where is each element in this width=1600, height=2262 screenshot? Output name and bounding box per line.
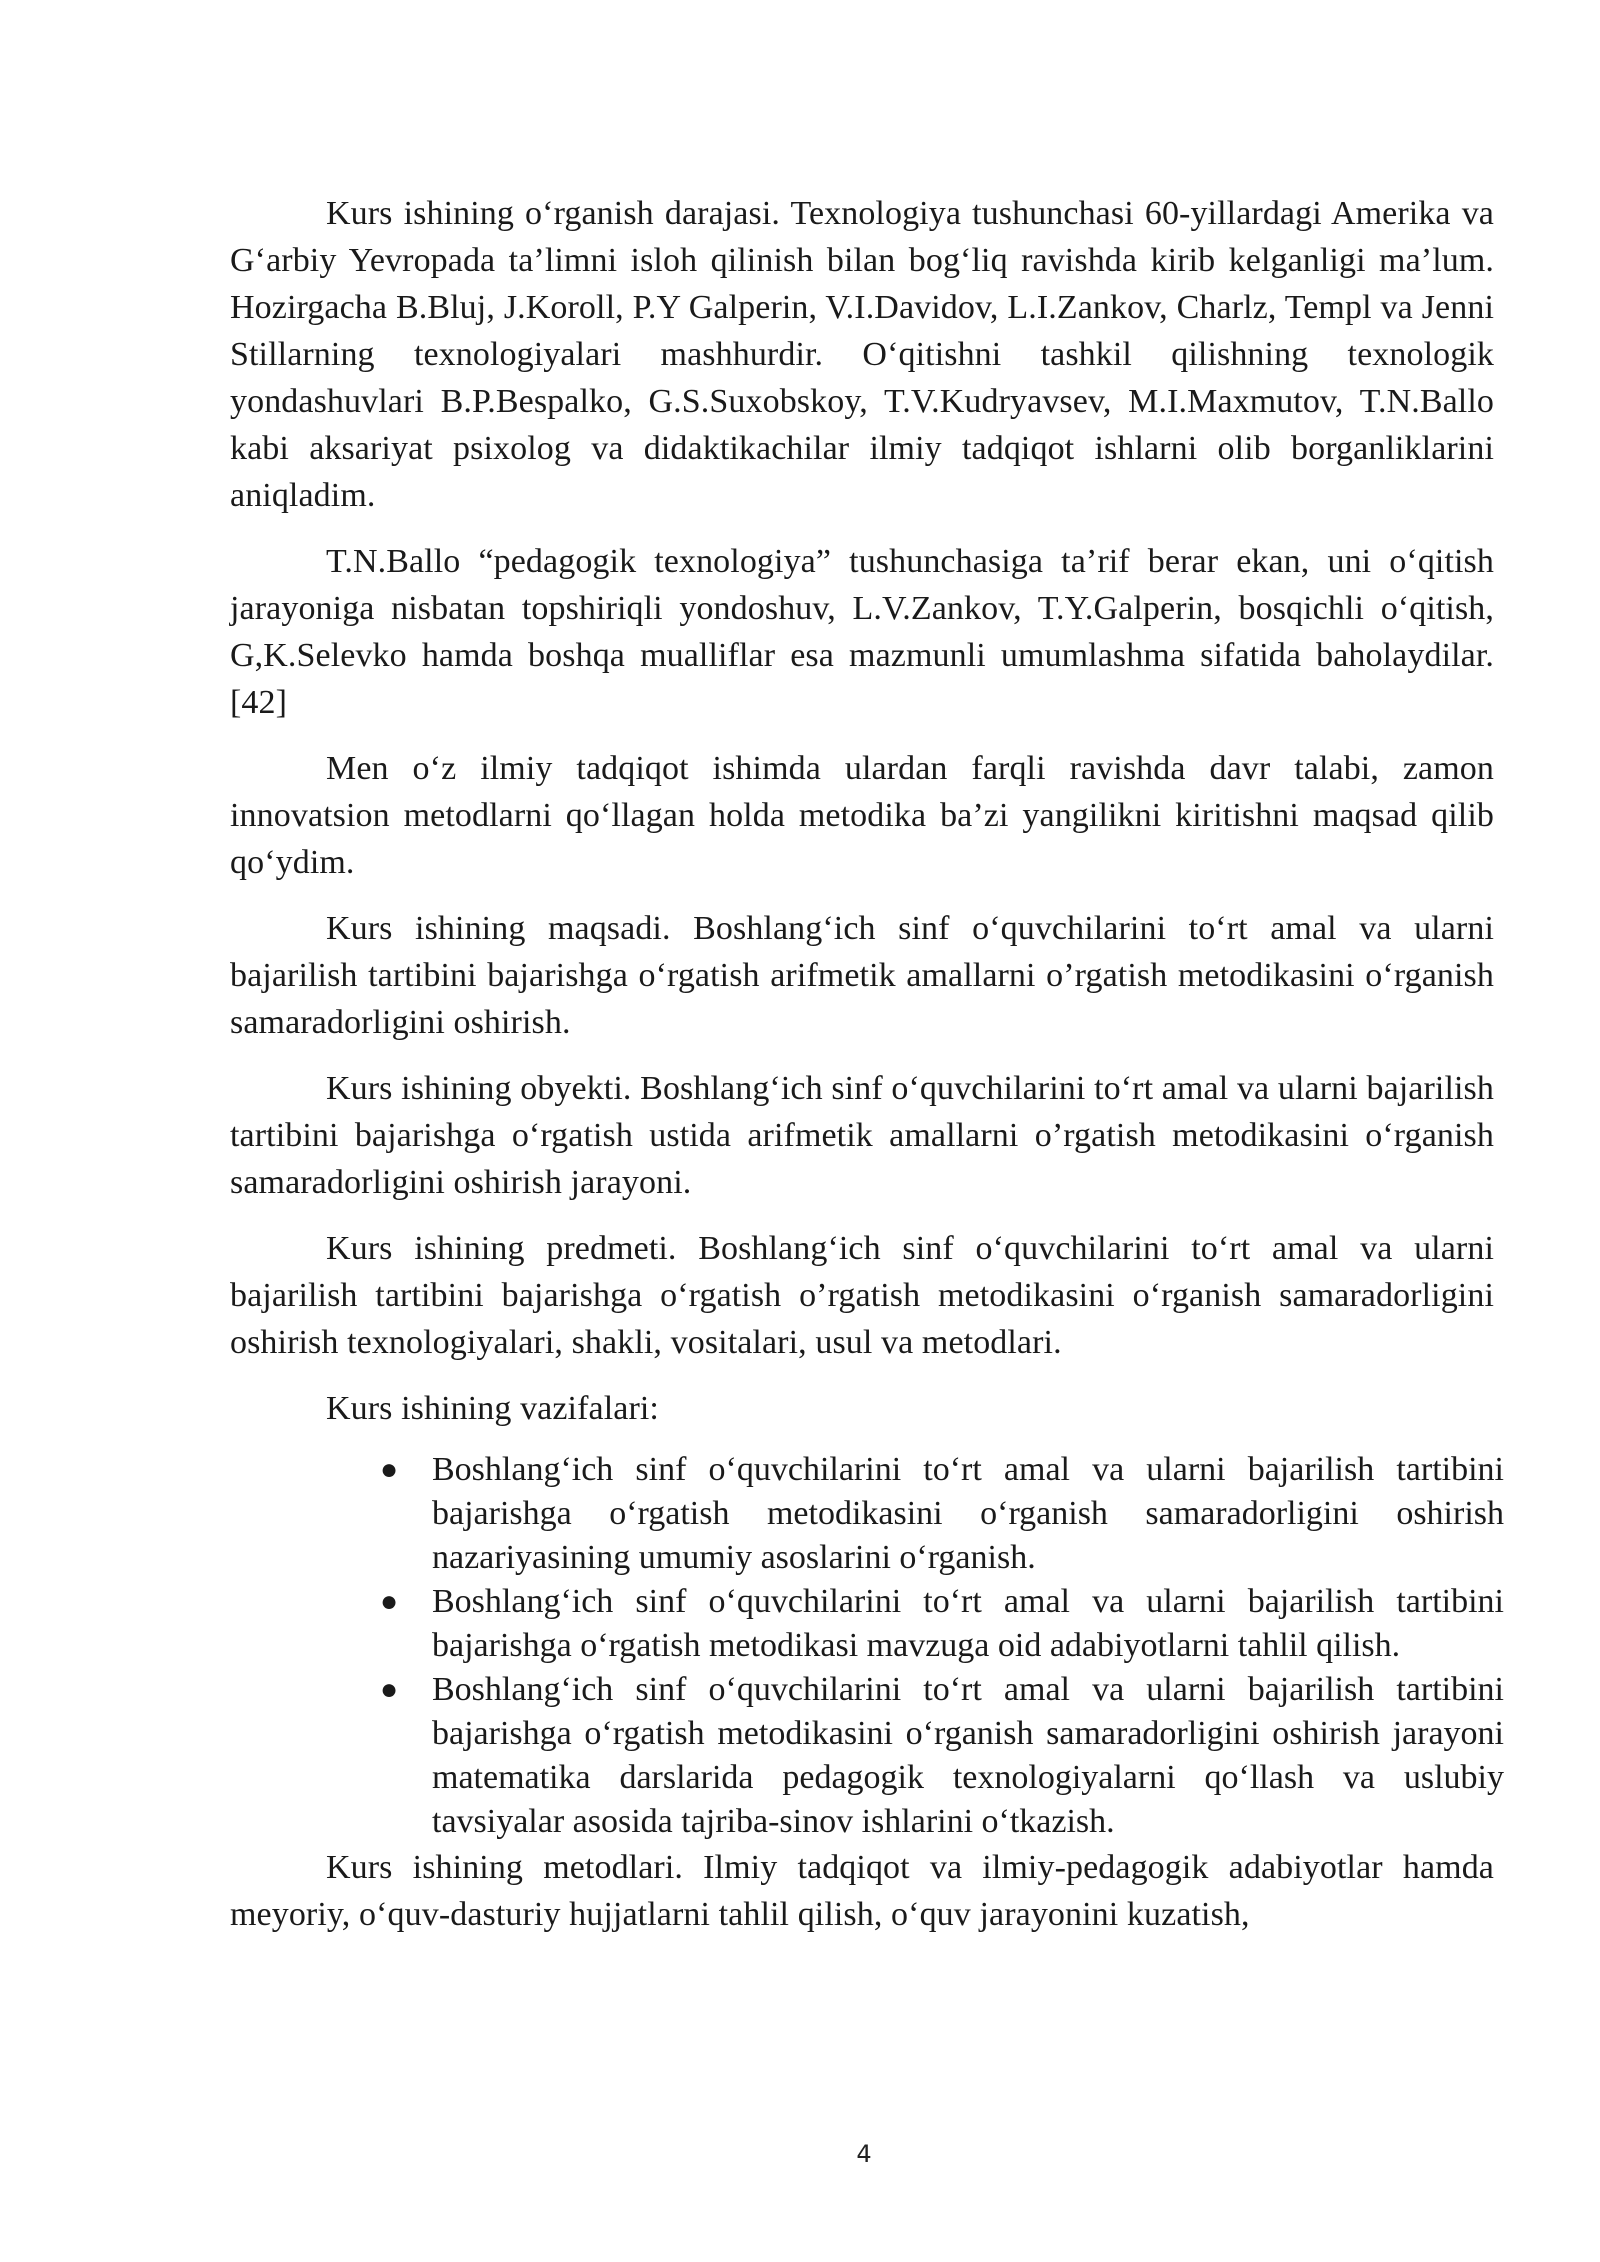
paragraph-methods: Kurs ishining metodlari. Ilmiy tadqiqot va ilmiy-pedagogik adabiyotlar hamda meyoriy, o‘quv-dasturiy hujjatlarni tahlil qilish, o‘quv jarayonini kuzatish, — [230, 1849, 1494, 1933]
task-text: Boshlang‘ich sinf o‘quvchilarini to‘rt amal va ularni bajarilish tartibini bajarishga o‘rgatish metodikasi mavzuga oid adabiyotlarni tahlil qilish. — [432, 1583, 1504, 1664]
list-item — [380, 1580, 1504, 1668]
tasks-heading: Kurs ishining vazifalari: — [326, 1390, 659, 1427]
tasks-list — [230, 1448, 1504, 1844]
bullet-icon: ● — [380, 1585, 399, 1618]
list-item — [380, 1668, 1504, 1844]
paragraph-study-level: Kurs ishining o‘rganish darajasi. Texnologiya tushunchasi 60-yillardagi Amerika va G‘arbiy Yevropada ta’limni isloh qilinish bilan bog‘liq ravishda kirib kelganligi ma’lum. Hozirgacha B.Bluj, J.Koroll, P.Y Galperin, V.I.Davidov, L.I.Zankov, Charlz, Templ va Jenni Stillarning texnologiyalari mashhurdir. O‘qitishni tashkil qilishning texnologik yondashuvlari B.P.Bespalko, G.S.Suxobskoy, T.V.Kudryavsev, M.I.Maxmutov, T.N.Ballo kabi aksariyat psixolog va didaktikachilar ilmiy tadqiqot ishlarni olib borganliklarini aniqladim. — [230, 195, 1494, 514]
task-text: Boshlang‘ich sinf o‘quvchilarini to‘rt amal va ularni bajarilish tartibini bajarishga o‘rgatish metodikasini o‘rganish samaradorligini oshirish nazariyasining umumiy asoslarini o‘rganish. — [432, 1451, 1504, 1576]
bullet-icon: ● — [380, 1673, 399, 1706]
task-text: Boshlang‘ich sinf o‘quvchilarini to‘rt amal va ularni bajarilish tartibini bajarishga o‘rgatish metodikasini o‘rganish samaradorligini oshirish jarayoni matematika darslarida pedagogik texnologiyalarni qo‘llash va uslubiy tavsiyalar asosida tajriba-sinov ishlarini o‘tkazish. — [432, 1671, 1504, 1840]
document-page — [230, 190, 1504, 1957]
paragraph-subject: Kurs ishining predmeti. Boshlang‘ich sinf o‘quvchilarini to‘rt amal va ularni bajarilish tartibini bajarishga o‘rgatish o’rgatish metodikasini o‘rganish samaradorligini oshirish texnologiyalari, shakli, vositalari, usul va metodlari. — [230, 1230, 1494, 1361]
page-number: 4 — [856, 2140, 872, 2168]
list-item — [380, 1448, 1504, 1580]
bullet-icon: ● — [380, 1453, 399, 1486]
paragraph-own-research: Men o‘z ilmiy tadqiqot ishimda ulardan farqli ravishda davr talabi, zamon innovatsion metodlarni qo‘llagan holda metodika ba’zi yangilikni kiritishni maqsad qilib qo‘ydim. — [230, 750, 1494, 881]
paragraph-goal: Kurs ishining maqsadi. Boshlang‘ich sinf o‘quvchilarini to‘rt amal va ularni bajarilish tartibini bajarishga o‘rgatish arifmetik amallarni o’rgatish metodikasini o‘rganish samaradorligini oshirish. — [230, 910, 1494, 1041]
paragraph-object: Kurs ishining obyekti. Boshlang‘ich sinf o‘quvchilarini to‘rt amal va ularni bajarilish tartibini bajarishga o‘rgatish ustida arifmetik amallarni o’rgatish metodikasini o‘rganish samaradorligini oshirish jarayoni. — [230, 1070, 1494, 1201]
paragraph-ballo-definition: T.N.Ballo “pedagogik texnologiya” tushunchasiga ta’rif berar ekan, uni o‘qitish jarayoniga nisbatan topshiriqli yondoshuv, L.V.Zankov, T.Y.Galperin, bosqichli o‘qitish, G,K.Selevko hamda boshqa mualliflar esa mazmunli umumlashma sifatida baholaydilar.[42] — [230, 543, 1494, 721]
